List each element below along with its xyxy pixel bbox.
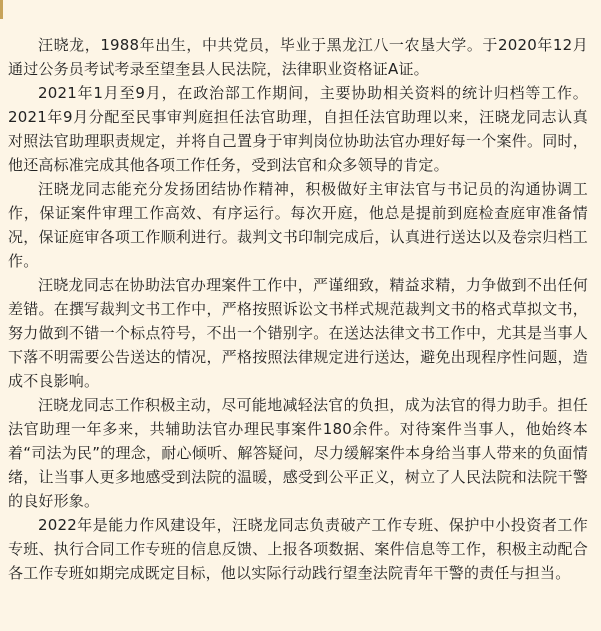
paragraph-teamwork: 汪晓龙同志能充分发扬团结协作精神，积极做好主审法官与书记员的沟通协调工作，保证案件审理工作高效、有序运行。每次开庭，他总是提前到庭检查庭审准备情况，保证庭审各项工作顺利进行。裁判文书印制完成后，认真进行送达以及卷宗归档工作。 — [8, 180, 588, 270]
accent-bar — [0, 0, 3, 19]
article-body — [8, 33, 588, 585]
paragraph-work-history: 2021年1月至9月，在政治部工作期间，主要协助相关资料的统计归档等工作。2021年9月分配至民事审判庭担任法官助理，自担任法官助理以来，汪晓龙同志认真对照法官助理职责规定，并将自己置身于审判岗位协助法官办理好每一个案件。同时，他还高标准完成其他各项工作任务，受到法官和众多领导的肯定。 — [8, 84, 588, 174]
paragraph-service: 汪晓龙同志工作积极主动，尽可能地减轻法官的负担，成为法官的得力助手。担任法官助理一年多来，共辅助法官办理民事案件180余件。对待案件当事人，他始终本着“司法为民”的理念，耐心倾听、解答疑问，尽力缓解案件本身给当事人带来的负面情绪，让当事人更多地感受到法院的温暖，感受到公平正义，树立了人民法院和法院干警的良好形象。 — [8, 396, 588, 510]
paragraph-diligence: 汪晓龙同志在协助法官办理案件工作中，严谨细致，精益求精，力争做到不出任何差错。在撰写裁判文书工作中，严格按照诉讼文书样式规范裁判文书的格式草拟文书，努力做到不错一个标点符号，不出一个错别字。在送达法律文书工作中，尤其是当事人下落不明需要公告送达的情况，严格按照法律规定进行送达，避免出现程序性问题，造成不良影响。 — [8, 276, 588, 390]
paragraph-2022: 2022年是能力作风建设年，汪晓龙同志负责破产工作专班、保护中小投资者工作专班、执行合同工作专班的信息反馈、上报各项数据、案件信息等工作，积极主动配合各工作专班如期完成既定目标，他以实际行动践行望奎法院青年干警的责任与担当。 — [8, 516, 588, 582]
paragraph-intro: 汪晓龙，1988年出生，中共党员，毕业于黑龙江八一农垦大学。于2020年12月通过公务员考试考录至望奎县人民法院，法律职业资格证A证。 — [8, 36, 588, 78]
